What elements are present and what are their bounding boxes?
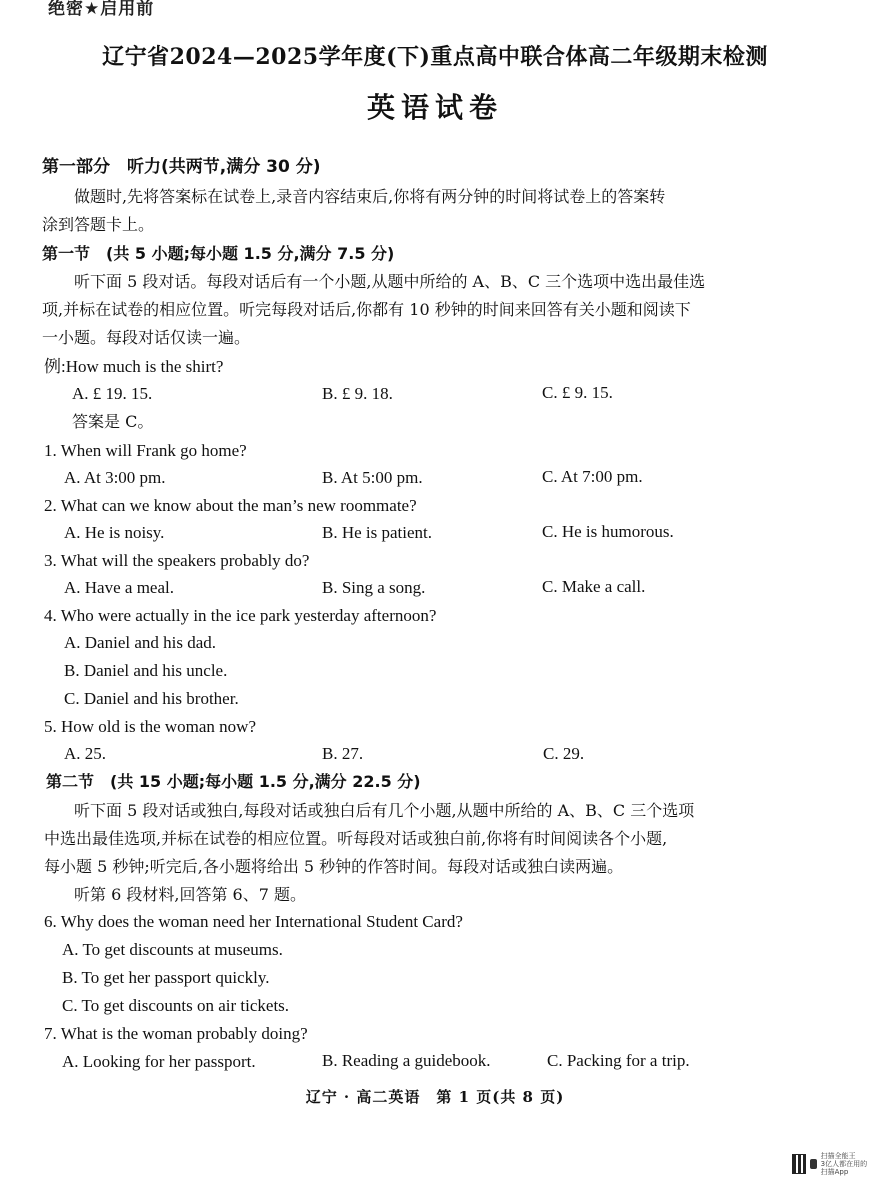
- scanner-text-block: [821, 1152, 870, 1176]
- question-1-option-b: B. At 5:00 pm.: [322, 468, 423, 487]
- part1-intro-line2: 涂到答题卡上。: [42, 215, 155, 234]
- question-2-option-b: B. He is patient.: [322, 523, 433, 542]
- question-4-option-c: C. Daniel and his brother.: [64, 689, 239, 708]
- material-6-instruction: 听第 6 段材料,回答第 6、7 题。: [74, 885, 306, 904]
- question-3-option-c: C. Make a call.: [542, 577, 646, 596]
- question-5-option-b: B. 27.: [322, 744, 364, 763]
- part1-heading: 第一部分 听力(共两节,满分 30 分): [42, 157, 321, 177]
- example-answer: 答案是 C。: [72, 412, 154, 431]
- question-5: 5. How old is the woman now?: [44, 717, 257, 736]
- question-2-option-c: C. He is humorous.: [542, 522, 674, 541]
- qr-code-icon: [792, 1154, 806, 1174]
- section2-instr-line3: 每小题 5 秒钟;听完后,各小题将给出 5 秒钟的作答时间。每段对话或独白读两遍。: [44, 857, 624, 876]
- section1-instr-line1: 听下面 5 段对话。每段对话后有一个小题,从题中所给的 A、B、C 三个选项中选出最佳选: [74, 272, 706, 291]
- example-option-b: B. £ 9. 18.: [322, 384, 393, 403]
- section1-instr-line2: 项,并标在试卷的相应位置。听完每段对话后,你都有 10 秒钟的时间来回答有关小题和阅读下: [42, 300, 691, 319]
- question-7-option-a: A. Looking for her passport.: [62, 1052, 256, 1071]
- scanner-watermark: [792, 1152, 870, 1176]
- question-7-option-b: B. Reading a guidebook.: [322, 1051, 491, 1070]
- page-footer: 辽宁 · 高二英语 第 1 页(共 8 页): [305, 1088, 565, 1106]
- section2-heading: 第二节 (共 15 小题;每小题 1.5 分,满分 22.5 分): [46, 772, 421, 791]
- question-4: 4. Who were actually in the ice park yesterday afternoon?: [44, 606, 437, 625]
- section2-instr-line1: 听下面 5 段对话或独白,每段对话或独白后有几个小题,从题中所给的 A、B、C 三个选项: [74, 801, 695, 820]
- question-5-option-c: C. 29.: [543, 744, 585, 763]
- question-2-option-a: A. He is noisy.: [64, 523, 165, 542]
- question-7: 7. What is the woman probably doing?: [44, 1024, 308, 1043]
- question-3: 3. What will the speakers probably do?: [44, 551, 310, 570]
- question-4-option-b: B. Daniel and his uncle.: [64, 661, 228, 680]
- question-4-option-a: A. Daniel and his dad.: [64, 633, 217, 652]
- question-1-option-c: C. At 7:00 pm.: [542, 467, 643, 486]
- subject-title: 英语试卷: [366, 91, 503, 124]
- question-6-option-a: A. To get discounts at museums.: [62, 940, 283, 959]
- example-option-c: C. £ 9. 15.: [542, 383, 613, 402]
- question-1: 1. When will Frank go home?: [44, 441, 247, 460]
- example-question: 例:How much is the shirt?: [44, 357, 224, 376]
- question-3-option-a: A. Have a meal.: [64, 578, 174, 597]
- part1-intro-line1: 做题时,先将答案标在试卷上,录音内容结束后,你将有两分钟的时间将试卷上的答案转: [74, 187, 666, 206]
- scanner-subtext: 3亿人都在用的扫描App: [820, 1160, 868, 1176]
- example-option-a: A. £ 19. 15.: [72, 384, 153, 403]
- section1-instr-line3: 一小题。每段对话仅读一遍。: [42, 328, 251, 347]
- section1-heading: 第一节 (共 5 小题;每小题 1.5 分,满分 7.5 分): [42, 244, 395, 263]
- scanner-logo-icon: [810, 1159, 817, 1169]
- question-3-option-b: B. Sing a song.: [322, 578, 426, 597]
- question-6-option-c: C. To get discounts on air tickets.: [62, 996, 290, 1015]
- question-2: 2. What can we know about the man’s new roommate?: [44, 496, 417, 515]
- scanner-brand: 扫描全能王: [820, 1152, 856, 1160]
- question-5-option-a: A. 25.: [64, 744, 107, 763]
- question-6-option-b: B. To get her passport quickly.: [62, 968, 270, 987]
- question-6: 6. Why does the woman need her International Student Card?: [44, 912, 463, 931]
- exam-title: 辽宁省2024—2025学年度(下)重点高中联合体高二年级期末检测: [102, 44, 768, 70]
- question-1-option-a: A. At 3:00 pm.: [64, 468, 166, 487]
- section2-instr-line2: 中选出最佳选项,并标在试卷的相应位置。听每段对话或独白前,你将有时间阅读各个小题,: [44, 829, 668, 848]
- confidential-label: 绝密★启用前: [48, 0, 155, 19]
- question-7-option-c: C. Packing for a trip.: [547, 1051, 690, 1070]
